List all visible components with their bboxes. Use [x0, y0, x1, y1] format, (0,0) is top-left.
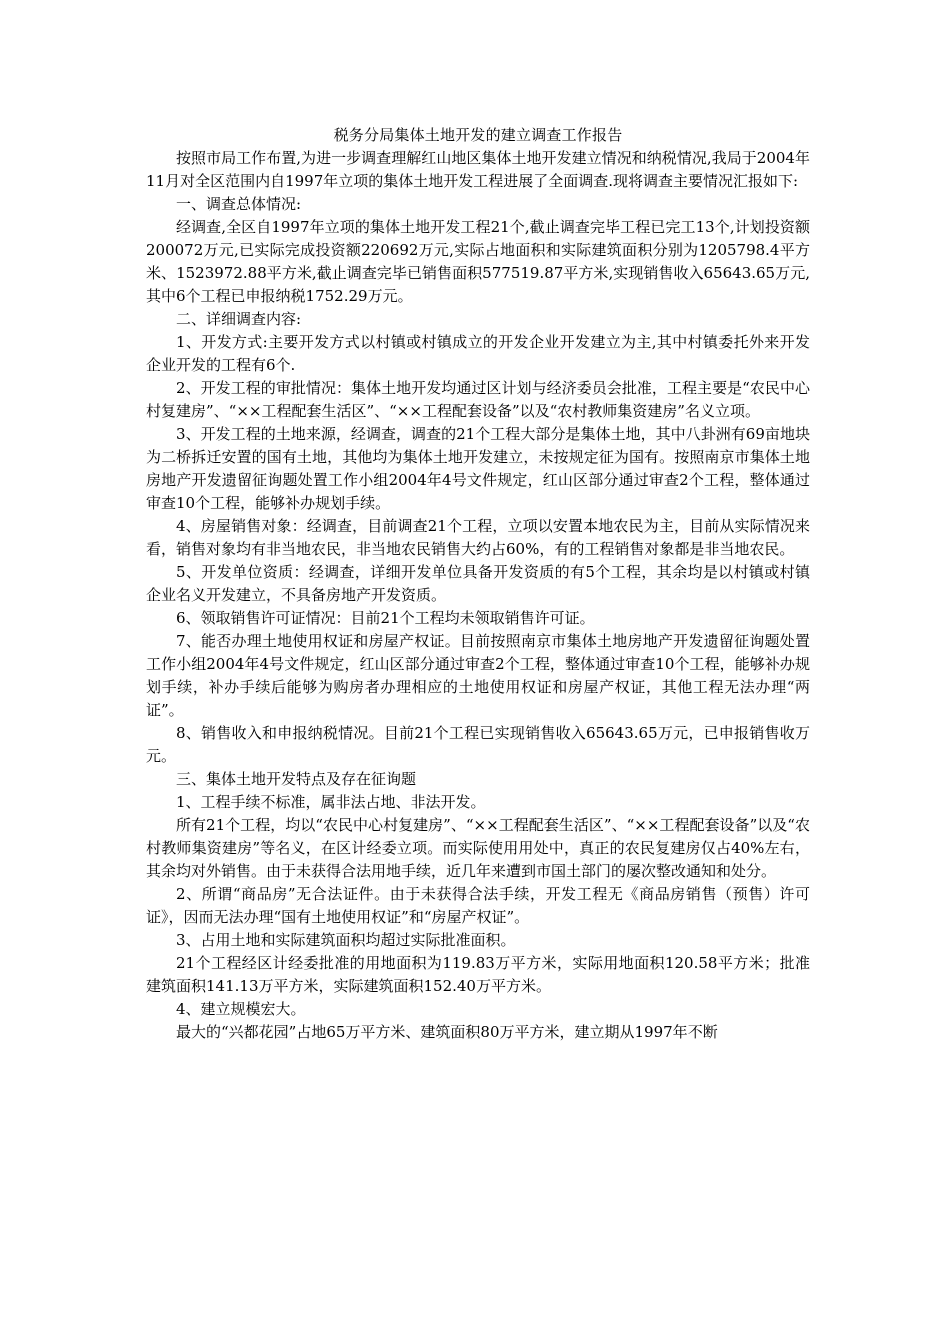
paragraph-intro: 按照市局工作布置,为进一步调查理解红山地区集体土地开发建立情况和纳税情况,我局于2004年11月对全区范围内自1997年立项的集体土地开发工程进展了全面调查.现将调查主要情况汇报如下:	[146, 149, 810, 190]
paragraph-item-5: 5、开发单位资质：经调查，详细开发单位具备开发资质的有5个工程，其余均是以村镇或村镇企业名义开发建立，不具备房地产开发资质。	[146, 563, 810, 604]
paragraph-item-7: 7、能否办理土地使用权证和房屋产权证。目前按照南京市集体土地房地产开发遗留征询题处置工作小组2004年4号文件规定，红山区部分通过审查2个工程，整体通过审查10个工程，能够补办规划手续，补办手续后能够为购房者办理相应的土地使用权证和房屋产权证，其他工程无法办理“两证”。	[146, 632, 810, 719]
paragraph-item-3: 3、开发工程的土地来源，经调查，调查的21个工程大部分是集体土地，其中八卦洲有69亩地块为二桥拆迁安置的国有土地，其他均为集体土地开发建立，未按规定征为国有。按照南京市集体土地房地产开发遗留征询题处置工作小组2004年4号文件规定，红山区部分通过审查2个工程，整体通过审查10个工程，能够补办规划手续。	[146, 425, 810, 512]
paragraph-item-2: 2、开发工程的审批情况：集体土地开发均通过区计划与经济委员会批准，工程主要是“农民中心村复建房”、“××工程配套生活区”、“××工程配套设备”以及“农村教师集资建房”名义立项。	[146, 379, 810, 420]
document-title: 税务分局集体土地开发的建立调查工作报告	[333, 126, 623, 144]
section-heading-3: 三、集体土地开发特点及存在征询题	[176, 770, 417, 788]
document-page	[146, 124, 810, 1044]
paragraph-overview: 经调查,全区自1997年立项的集体土地开发工程21个,截止调查完毕工程已完工13个,计划投资额200072万元,已实际完成投资额220692万元,实际占地面积和实际建筑面积分别为1205798.4平方米、1523972.88平方米,截止调查完毕已销售面积577519.87平方米,实现销售收入65643.65万元,其中6个工程已申报纳税1752.29万元。	[146, 218, 810, 305]
paragraph-item-1: 1、开发方式:主要开发方式以村镇或村镇成立的开发企业开发建立为主,其中村镇委托外来开发企业开发的工程有6个.	[146, 333, 810, 374]
subheading-3: 3、占用土地和实际建筑面积均超过实际批准面积。	[176, 931, 516, 949]
section-heading-2: 二、详细调查内容:	[176, 310, 302, 328]
paragraph-sub-3: 21个工程经区计经委批准的用地面积为119.83万平方米，实际用地面积120.58平方米；批准建筑面积141.13万平方米，实际建筑面积152.40万平方米。	[146, 954, 810, 995]
paragraph-item-6: 6、领取销售许可证情况：目前21个工程均未领取销售许可证。	[176, 609, 595, 627]
paragraph-item-8: 8、销售收入和申报纳税情况。目前21个工程已实现销售收入65643.65万元，已申报销售收万元。	[146, 724, 810, 765]
paragraph-sub-4: 最大的“兴都花园”占地65万平方米、建筑面积80万平方米，建立期从1997年不断	[176, 1023, 718, 1041]
section-heading-1: 一、调查总体情况:	[176, 195, 302, 213]
subheading-1: 1、工程手续不标准，属非法占地、非法开发。	[176, 793, 486, 811]
subheading-4: 4、建立规模宏大。	[176, 1000, 306, 1018]
paragraph-sub-1: 所有21个工程，均以“农民中心村复建房”、“××工程配套生活区”、“××工程配套设备”以及“农村教师集资建房”等名义，在区计经委立项。而实际使用用处中，真正的农民复建房仅占40%左右，其余均对外销售。由于未获得合法用地手续，近几年来遭到市国土部门的屡次整改通知和处分。	[146, 816, 810, 880]
subheading-2: 2、所谓“商品房”无合法证件。由于未获得合法手续，开发工程无《商品房销售（预售）许可证》，因而无法办理“国有土地使用权证”和“房屋产权证”。	[146, 885, 810, 926]
paragraph-item-4: 4、房屋销售对象：经调查，目前调查21个工程，立项以安置本地农民为主，目前从实际情况来看，销售对象均有非当地农民，非当地农民销售大约占60%，有的工程销售对象都是非当地农民。	[146, 517, 810, 558]
